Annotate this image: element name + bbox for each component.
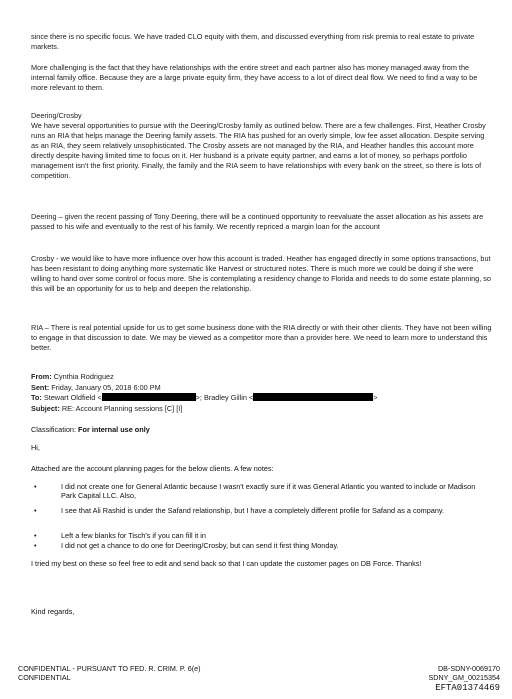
section-heading-deering-crosby bbox=[31, 111, 493, 121]
section-heading: Deering/Crosby bbox=[31, 111, 82, 120]
list-item bbox=[31, 506, 486, 526]
paragraph-challenges bbox=[31, 63, 493, 93]
sent-value: Friday, January 05, 2018 6:00 PM bbox=[51, 382, 161, 392]
bullet-icon: • bbox=[34, 541, 37, 550]
redaction-box bbox=[253, 393, 373, 401]
paragraph-ria bbox=[31, 323, 493, 353]
paragraph-deering bbox=[31, 212, 493, 232]
intro bbox=[31, 464, 491, 473]
footer-confidential-label: CONFIDENTIAL bbox=[18, 673, 71, 683]
list-item-text: I did not get a chance to do one for Deering/Crosby, but can send it first thing Monday. bbox=[61, 541, 339, 550]
email-header bbox=[31, 372, 491, 414]
list-item-text: I did not create one for General Atlantic because I wasn't exactly sure if it was General Atlantic you wanted to include or Madison Park Capital LLC. Also, bbox=[61, 482, 476, 501]
bates-number-sdny: SDNY_GM_00215354 bbox=[428, 673, 500, 683]
bullet-icon: • bbox=[34, 482, 37, 491]
bates-number-efta: EFTA01374469 bbox=[435, 682, 500, 693]
email-to-row bbox=[31, 393, 491, 404]
paragraph-text: RIA – There is real potential upside for us to get some business done with the RIA directly or with their other clients. They have not been willing to engage in that discussion to date. We may be viewed as a competitor more than a provider here. We need to learn more to understand this better. bbox=[31, 323, 492, 352]
bullet-icon: • bbox=[34, 506, 37, 515]
paragraph-text: Deering – given the recent passing of Tony Deering, there will be a continued opportunity to reevaluate the asset allocation as his assets are passed to his wife and eventually to the rest of his family. We recently repriced a margin loan for the account bbox=[31, 212, 484, 231]
email-subject-row bbox=[31, 404, 491, 415]
redaction-box bbox=[102, 393, 196, 401]
bates-number-db: DB-SDNY-0069170 bbox=[437, 664, 500, 673]
subject-label: Subject: bbox=[31, 403, 60, 413]
paragraph-text: since there is no specific focus. We have traded CLO equity with them, and discussed everything from risk premia to real estate to private markets. bbox=[31, 32, 475, 51]
greeting-text: Hi, bbox=[31, 443, 40, 452]
paragraph-text: More challenging is the fact that they have relationships with the entire street and each partner also has money managed away from the internal family office. Because they are a large private equity firm, they have access to a lot of direct deal flow. We need to find a way to be more relevant to them. bbox=[31, 63, 478, 92]
subject-value: RE: Account Planning sessions [C] [I] bbox=[61, 403, 183, 413]
bullet-icon: • bbox=[34, 531, 37, 540]
paragraph-clo-equity bbox=[31, 32, 493, 52]
list-item-text: Left a few blanks for Tisch's if you can fill it in bbox=[61, 531, 206, 540]
footer-right bbox=[428, 664, 500, 693]
footer-left bbox=[18, 664, 201, 683]
signoff-text: Kind regards, bbox=[31, 607, 75, 616]
paragraph-deering-crosby bbox=[31, 121, 493, 180]
to-recipient-end: > bbox=[373, 393, 378, 403]
paragraph-crosby bbox=[31, 254, 493, 294]
list-item-text: I see that Ali Rashid is under the Safand relationship, but I have a completely different profile for Safand as a company. bbox=[61, 506, 445, 515]
paragraph-text: Crosby - we would like to have more influence over how this account is traded. Heather has engaged directly in some options transactions, but has been resistant to doing anything more systematic like Harvest or structured notes. There is much more we could be doing if she were willing to hand over some control or focus more. She is contemplating a residency change to Florida and needs to do some estate planning, so this will be an opportunity for us to help and deepen the relationship. bbox=[31, 254, 491, 293]
email-sent-row bbox=[31, 383, 491, 394]
list-item bbox=[31, 541, 486, 551]
to-label: To: bbox=[31, 393, 42, 403]
intro-text: Attached are the account planning pages for the below clients. A few notes: bbox=[31, 464, 274, 473]
email-from-row bbox=[31, 372, 491, 383]
from-label: From: bbox=[31, 372, 52, 381]
closing-note-text: I tried my best on these so feel free to edit and send back so that I can update the customer pages on DB Force. Thanks! bbox=[31, 559, 422, 568]
paragraph-text: We have several opportunities to pursue with the Deering/Crosby family as outlined below. There are a few challenges. First, Heather Crosby runs an RIA that helps manage the Deering family assets. The RIA has pushed for an overly simple, low fee asset allocation. Despite serving as an RIA, they seem relatively unsophisticated. The Crosby assets are not managed by the RIA, and Heather handles this account more directly despite having limited time to focus on it. Her husband is a private equity partner, and earns a lot of money, so perhaps portfolio management isn't the first priority. Finally, the family and the RIA seem to have relationships with every bank on the street, so there is lots of competition. bbox=[31, 121, 486, 180]
classification-label: Classification: bbox=[31, 425, 77, 434]
from-value: Cynthia Rodriguez bbox=[53, 372, 114, 381]
signoff bbox=[31, 607, 491, 616]
sent-label: Sent: bbox=[31, 382, 50, 392]
classification-line bbox=[31, 425, 491, 434]
list-item bbox=[31, 482, 486, 502]
closing-note bbox=[31, 559, 496, 568]
footer-confidential-line: CONFIDENTIAL - PURSUANT TO FED. R. CRIM. P. 6(e) bbox=[18, 664, 201, 673]
to-recipient-1: Stewart Oldfield < bbox=[43, 393, 102, 403]
list-item bbox=[31, 531, 486, 541]
to-recipient-2: >; Bradley Gillin < bbox=[195, 393, 254, 403]
classification-value: For internal use only bbox=[78, 425, 150, 434]
greeting bbox=[31, 443, 491, 452]
